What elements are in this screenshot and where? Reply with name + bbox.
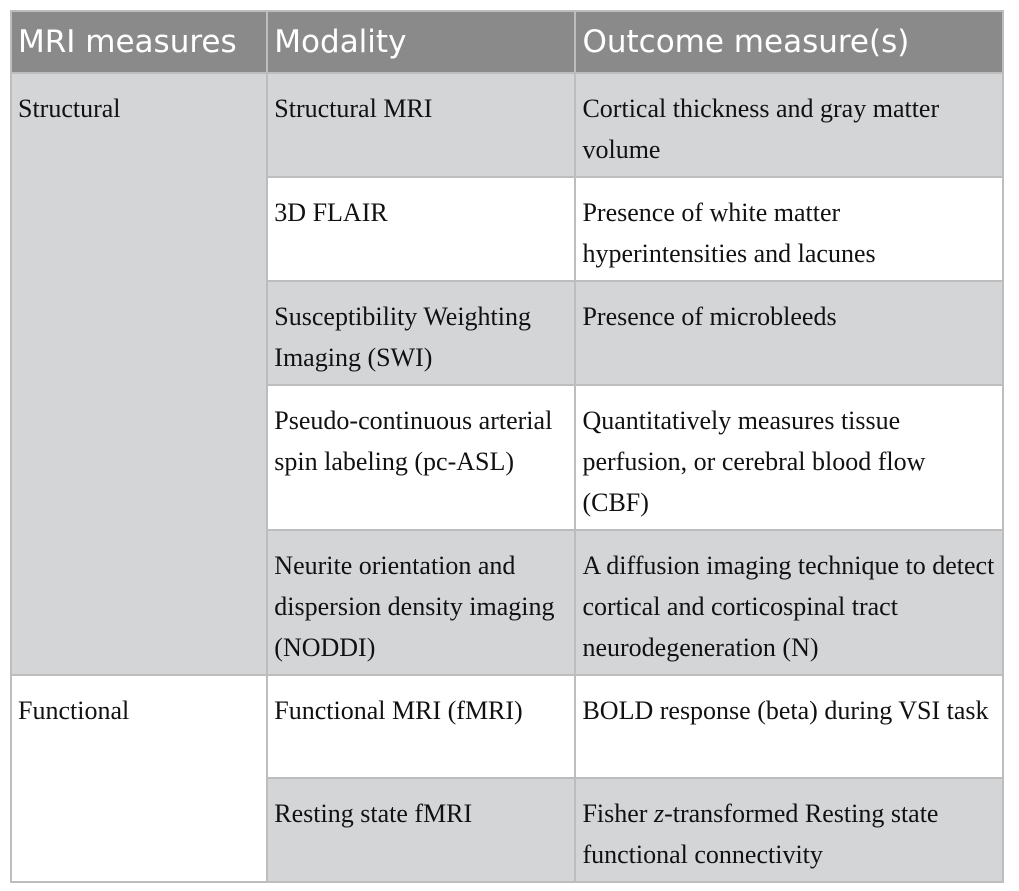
mri-measures-table [10, 10, 1004, 883]
group-cell-structural: Structural [11, 73, 267, 177]
group-cell-functional: Functional [11, 675, 267, 778]
table-row [11, 385, 1003, 530]
outcome-cell: Presence of white matter hyperintensities and lacunes [575, 177, 1003, 281]
header-modality: Modality [267, 11, 575, 73]
modality-cell: Pseudo-continuous arterial spin labeling (pc-ASL) [267, 385, 575, 530]
outcome-prefix: Fisher [582, 799, 654, 828]
table-row [11, 281, 1003, 385]
outcome-cell: A diffusion imaging technique to detect cortical and corticospinal tract neurodegeneration (N) [575, 530, 1003, 675]
modality-cell: Neurite orientation and dispersion density imaging (NODDI) [267, 530, 575, 675]
outcome-suffix: -transformed Resting state functional connectivity [582, 799, 939, 869]
modality-cell: Structural MRI [267, 73, 575, 177]
group-cell [11, 385, 267, 530]
table-row [11, 778, 1003, 882]
header-mri-measures: MRI measures [11, 11, 267, 73]
outcome-cell: BOLD response (beta) during VSI task [575, 675, 1003, 778]
table-row [11, 73, 1003, 177]
outcome-cell: Presence of microbleeds [575, 281, 1003, 385]
outcome-cell: Quantitatively measures tissue perfusion, or cerebral blood flow (CBF) [575, 385, 1003, 530]
group-cell [11, 281, 267, 385]
table-row [11, 530, 1003, 675]
group-cell [11, 778, 267, 882]
table-row [11, 675, 1003, 778]
group-cell [11, 530, 267, 675]
group-cell [11, 177, 267, 281]
header-outcome-measures: Outcome measure(s) [575, 11, 1003, 73]
modality-cell: Functional MRI (fMRI) [267, 675, 575, 778]
modality-cell: Resting state fMRI [267, 778, 575, 882]
outcome-italic-z: z [653, 799, 665, 828]
modality-cell: 3D FLAIR [267, 177, 575, 281]
outcome-cell [575, 778, 1003, 882]
outcome-cell: Cortical thickness and gray matter volume [575, 73, 1003, 177]
modality-cell: Susceptibility Weighting Imaging (SWI) [267, 281, 575, 385]
table-row [11, 177, 1003, 281]
table-header-row [11, 11, 1003, 73]
